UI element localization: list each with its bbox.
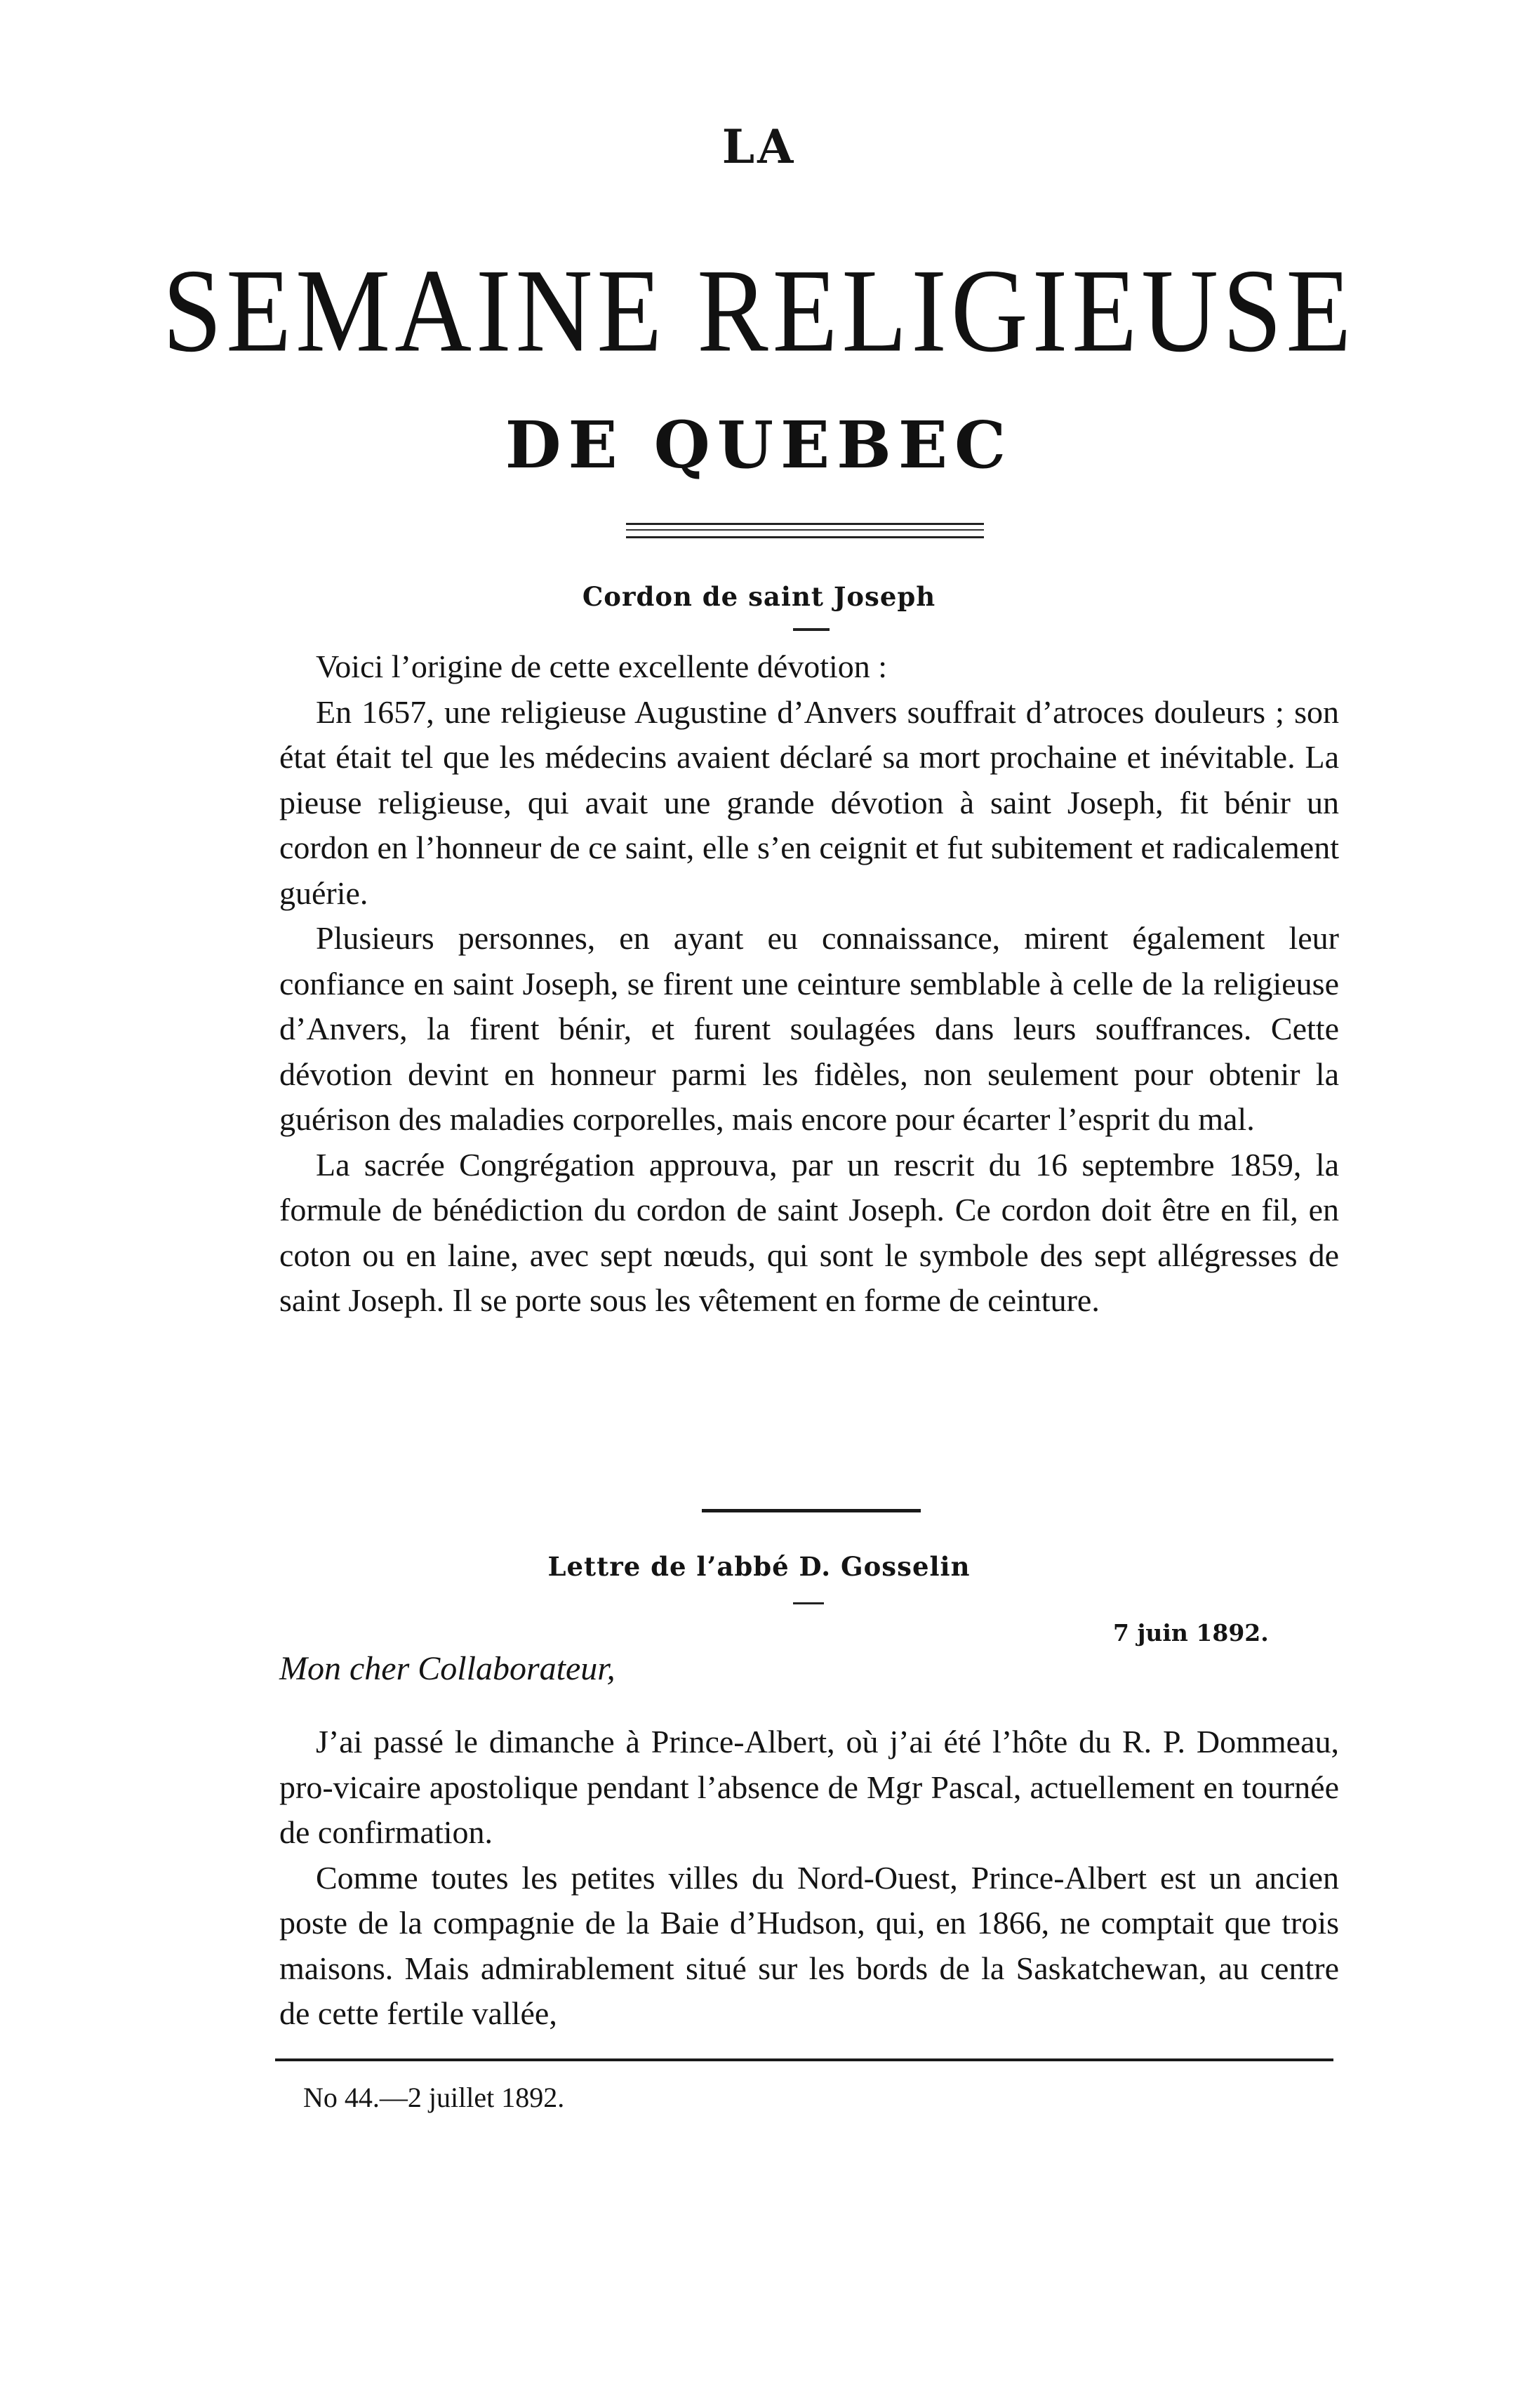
article1-paragraph: La sacrée Congrégation approuva, par un rescrit du 16 septembre 1859, la formule de bénédiction du cordon de saint Joseph. Ce cordon doit être en fil, en coton ou en laine, avec sept nœuds, qui sont le symbole des sept allégresses de saint Joseph. Il se porte sous les vêtement en forme de ceinture. — [279, 1146, 1339, 1318]
issue-number: No 44.—2 juillet 1892. — [303, 2082, 565, 2113]
article1-body — [279, 644, 1339, 1324]
section-divider — [702, 1509, 921, 1512]
masthead-double-rule — [626, 523, 984, 538]
article2-heading-dash — [793, 1602, 824, 1604]
masthead-la: LA — [721, 119, 797, 174]
article2-paragraph: Comme toutes les petites villes du Nord-Ouest, Prince-Albert est un ancien poste de la compagnie de la Baie d’Hudson, qui, en 1866, ne comptait que trois maisons. Mais admirablement situé sur les bords de la Saskatchewan, au centre de cette fertile vallée, — [279, 1859, 1339, 2031]
masthead-subtitle: DE QUEBEC — [505, 407, 1013, 483]
masthead-title: SEMAINE RELIGIEUSE — [162, 244, 1356, 377]
letter-date: 7 juin 1892. — [1113, 1619, 1269, 1647]
article1-paragraph: Voici l’origine de cette excellente dévotion : — [316, 648, 888, 684]
footer-rule — [275, 2058, 1333, 2061]
article1-paragraph: Plusieurs personnes, en ayant eu connaissance, mirent également leur confiance en saint Joseph, se firent une ceinture semblable à celle de la religieuse d’Anvers, la firent bénir, et furent soulagées dans leurs souffrances. Cette dévotion devint en honneur parmi les fidèles, non seulement pour obtenir la guérison des maladies corporelles, mais encore pour écarter l’esprit du mal. — [279, 920, 1339, 1137]
article1-heading-dash — [793, 628, 830, 631]
article2-paragraph: J’ai passé le dimanche à Prince-Albert, où j’ai été l’hôte du R. P. Dommeau, pro-vicaire apostolique pendant l’absence de Mgr Pascal, actuellement en tournée de confirmation. — [279, 1724, 1339, 1850]
article1-heading: Cordon de saint Joseph — [582, 581, 936, 612]
letter-salutation: Mon cher Collaborateur, — [279, 1650, 615, 1687]
article2-body — [279, 1719, 1339, 2037]
article1-paragraph: En 1657, une religieuse Augustine d’Anvers souffrait d’atroces douleurs ; son état était tel que les médecins avaient déclaré sa mort prochaine et inévitable. La pieuse religieuse, qui avait une grande dévotion à saint Joseph, fit bénir un cordon en l’honneur de ce saint, elle s’en ceignit et fut subitement et radicalement guérie. — [279, 693, 1339, 911]
article2-heading: Lettre de l’abbé D. Gosselin — [547, 1551, 971, 1582]
